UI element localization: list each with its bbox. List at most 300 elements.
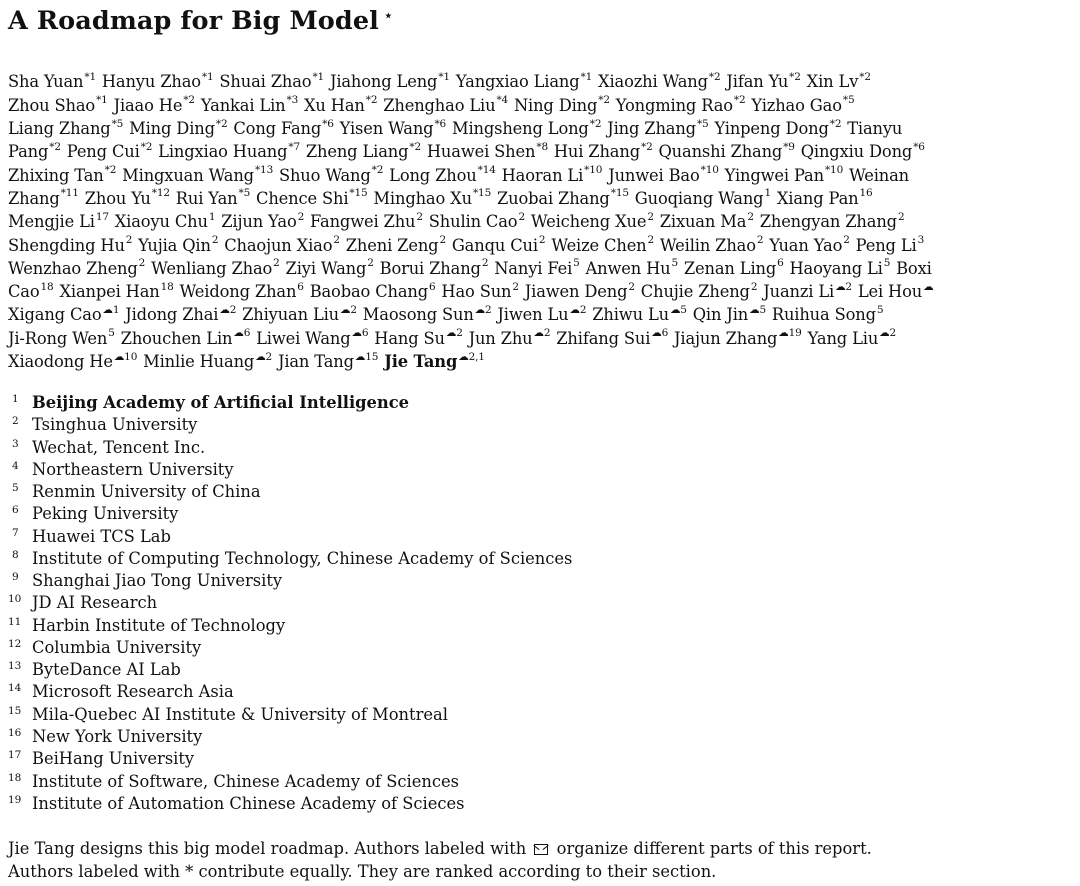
author-affiliation-mark: *1 <box>438 71 450 83</box>
author-name: Qingxiu Dong <box>800 142 913 162</box>
author-affiliation-mark: *12 <box>151 187 170 200</box>
author-affiliation-mark: *2 <box>640 140 653 153</box>
author-affiliation-mark: 2 <box>843 234 850 247</box>
author-name: Weilin Zhao <box>659 235 756 255</box>
author <box>684 259 784 278</box>
author <box>8 305 119 324</box>
author-affiliation-mark: 6 <box>777 257 784 270</box>
author <box>660 236 764 255</box>
author <box>8 259 145 278</box>
author <box>129 119 227 138</box>
author-affiliation-mark: 5 <box>876 303 884 316</box>
affiliation-item <box>8 455 572 477</box>
author-affiliation-mark: ☁5 <box>749 303 766 316</box>
affiliation-name: Mila-Quebec AI Institute & University of Montreal <box>32 704 448 724</box>
author-affiliation-mark: *2 <box>589 117 602 130</box>
affiliation-number: 8 <box>12 548 19 561</box>
author-name: Ziyi Wang <box>285 258 367 278</box>
author-name: Xiang Pan <box>776 188 859 208</box>
affiliation-item <box>8 588 572 613</box>
affiliation-name: Peking University <box>32 504 179 524</box>
author-name: Jun Zhu <box>468 328 533 348</box>
author-affiliation-mark: 2 <box>211 234 219 247</box>
author <box>8 72 96 91</box>
author-name: Boxi <box>896 258 932 278</box>
author <box>138 236 218 255</box>
author <box>760 212 905 231</box>
author-name: Zixuan Ma <box>659 212 747 232</box>
author-name: Jiajun Zhang <box>674 328 778 348</box>
author-name: Baobao Chang <box>309 282 429 302</box>
author <box>429 212 525 231</box>
author <box>556 329 668 348</box>
author <box>8 96 108 115</box>
author <box>122 166 273 185</box>
author-name: Cong Fang <box>233 119 322 139</box>
author-affiliation-mark: *4 <box>496 94 509 107</box>
title-footnote-mark: ⋆ <box>382 6 394 26</box>
author-affiliation-mark: ☁10 <box>113 350 138 363</box>
author <box>674 329 802 348</box>
author-affiliation-mark: ☁2 <box>835 280 852 293</box>
author-name: Weinan <box>848 165 910 185</box>
author-affiliation-mark: 18 <box>40 280 54 293</box>
author-list <box>8 67 1068 370</box>
affiliation-name: Institute of Computing Technology, Chinese Academy of Sciences <box>32 548 573 568</box>
author-affiliation-mark: 18 <box>160 280 174 293</box>
affiliation-name: Institute of Automation Chinese Academy of Scieces <box>32 793 465 813</box>
author-affiliation-mark: 17 <box>95 210 109 223</box>
author <box>8 142 61 161</box>
note-line-2: Authors labeled with * contribute equally. They are ranked according to their section. <box>8 861 717 881</box>
author-affiliation-mark: ☁6 <box>351 327 369 340</box>
author <box>586 259 679 278</box>
author-name: Jing Zhang <box>607 119 696 139</box>
author <box>763 282 852 301</box>
author-affiliation-mark: 2 <box>416 210 423 223</box>
author-name: Xigang Cao <box>8 305 102 325</box>
author <box>497 189 629 208</box>
author-name: Ning Ding <box>513 95 598 115</box>
author-name: Xiaozhi Wang <box>598 72 708 92</box>
author-name: Ji-Rong Wen <box>8 328 108 348</box>
affiliation-number: 15 <box>8 704 22 717</box>
author-name: Peng Li <box>855 235 917 255</box>
note-line-1-end: organize different parts of this report. <box>556 839 872 858</box>
affiliation-number: 7 <box>12 526 19 539</box>
author-name: Hui Zhang <box>553 142 640 162</box>
author-name: Shuo Wang <box>278 165 371 185</box>
author-affiliation-mark: ☁2 <box>255 350 273 363</box>
author-name: Chaojun Xiao <box>224 235 333 255</box>
author-affiliation-mark: ☁2 <box>569 303 587 316</box>
author <box>389 166 496 185</box>
author-name: Jian Tang <box>277 351 354 371</box>
author <box>256 329 368 348</box>
affiliation-item <box>8 677 572 702</box>
author-name: Long Zhou <box>389 165 477 185</box>
author <box>772 305 884 324</box>
author <box>531 212 654 231</box>
affiliation-name: Huawei TCS Lab <box>32 526 171 546</box>
author-name: Ganqu Cui <box>451 235 538 255</box>
author <box>801 142 925 161</box>
affiliation-name: BeiHang University <box>32 749 195 769</box>
author-name: Lingxiao Huang <box>158 142 288 162</box>
author-affiliation-mark: 6 <box>297 280 304 293</box>
affiliation-number: 16 <box>8 726 22 739</box>
author <box>452 236 546 255</box>
author-affiliation-mark: *1 <box>84 71 96 83</box>
author-name: Jidong Zhai <box>125 305 219 325</box>
affiliation-item <box>8 700 572 722</box>
author <box>304 96 377 115</box>
author-name: Guoqiang Wang <box>634 188 764 208</box>
author <box>340 119 446 138</box>
affiliation-item <box>8 388 572 410</box>
author <box>896 259 932 278</box>
author-name: Zheni Zeng <box>345 235 439 255</box>
author-name: Jiahong Leng <box>329 72 438 92</box>
author <box>221 212 304 231</box>
author-affiliation-mark: 2 <box>273 257 280 270</box>
author-affiliation-mark: *1 <box>312 71 325 83</box>
author-name: Nanyi Fei <box>494 258 573 278</box>
author-name: Yang Liu <box>807 328 879 348</box>
author-name: Weidong Zhan <box>179 282 297 302</box>
author-name: Shuai Zhao <box>219 72 312 92</box>
author-name: Quanshi Zhang <box>658 142 783 162</box>
author <box>608 166 719 185</box>
author-name: Yingwei Pan <box>724 165 824 185</box>
author <box>514 96 610 115</box>
author <box>427 142 548 161</box>
author-name: Cao <box>8 282 40 302</box>
note-line-1 <box>8 838 872 861</box>
author-affiliation-mark: ☁2 <box>879 327 897 340</box>
author <box>726 72 800 91</box>
author-line <box>8 207 1068 230</box>
author-affiliation-mark: 6 <box>429 280 436 293</box>
author-affiliation-mark: ☁19 <box>778 327 802 340</box>
author-name: Zheng Liang <box>305 142 409 162</box>
author-line <box>8 114 1068 137</box>
author-affiliation-mark: ☁6 <box>651 327 669 340</box>
author-affiliation-mark: 5 <box>671 257 679 270</box>
author-name: Rui Yan <box>175 188 238 208</box>
author-affiliation-mark: 2 <box>439 234 446 247</box>
author <box>693 305 766 324</box>
author <box>441 282 519 301</box>
author <box>807 72 871 91</box>
author-affiliation-mark: 2 <box>538 234 546 247</box>
author-affiliation-mark: *2 <box>104 164 117 177</box>
author-affiliation-mark: 3 <box>917 234 925 247</box>
author-affiliation-mark: ☁2 <box>219 303 237 316</box>
author-affiliation-mark: *15 <box>349 187 368 200</box>
author-name: Qin Jin <box>692 305 749 325</box>
author-affiliation-mark: *2 <box>140 140 153 153</box>
author-name: Yuan Yao <box>769 235 843 255</box>
author-affiliation-mark: 5 <box>883 257 891 270</box>
author <box>373 189 491 208</box>
affiliation-item <box>8 722 572 744</box>
author-name: Shulin Cao <box>428 212 518 232</box>
author-name: Jiawen Deng <box>524 282 628 302</box>
affiliation-number: 12 <box>8 637 22 650</box>
author-affiliation-mark: *15 <box>610 187 629 200</box>
author <box>219 72 324 91</box>
author-affiliation-mark: ☁1 <box>102 303 120 316</box>
author-affiliation-mark: 2 <box>747 210 754 223</box>
author-line <box>8 253 1068 276</box>
affiliation-number: 6 <box>12 504 19 517</box>
author-name: Minlie Huang <box>143 351 255 371</box>
author-affiliation-mark: *2 <box>371 164 384 177</box>
author-name: Mengjie Li <box>8 212 95 232</box>
author-name: Xiaoyu Chu <box>114 212 208 232</box>
author-line <box>8 300 1068 323</box>
author-name: Yujia Qin <box>138 235 211 255</box>
affiliation-name: Wechat, Tencent Inc. <box>32 437 206 457</box>
author-name: Jifan Yu <box>726 72 789 92</box>
author-affiliation-mark: ☁2 <box>474 303 492 316</box>
author <box>278 352 378 371</box>
author-name: Pang <box>8 142 49 162</box>
author <box>592 305 687 324</box>
author-affiliation-mark: *3 <box>286 94 299 107</box>
affiliation-item <box>8 433 572 455</box>
author-affiliation-mark: *6 <box>322 117 334 130</box>
author-affiliation-mark: 2 <box>647 210 654 223</box>
author <box>384 352 485 371</box>
author-name: Zhenghao Liu <box>383 95 496 115</box>
author-affiliation-mark: 2 <box>367 257 374 270</box>
author-affiliation-mark: 2 <box>297 210 305 223</box>
author-affiliation-mark: *11 <box>60 187 79 200</box>
author <box>452 119 601 138</box>
affiliation-item <box>8 544 572 566</box>
author-name: Zhang <box>8 188 60 208</box>
author-line <box>8 137 1068 160</box>
affiliation-item <box>8 410 572 435</box>
author-affiliation-mark: *15 <box>472 187 492 200</box>
affiliation-item <box>8 744 572 769</box>
author-line <box>8 67 1068 90</box>
author <box>658 142 794 161</box>
author <box>808 329 896 348</box>
author <box>751 96 854 115</box>
affiliation-number: 19 <box>8 793 22 806</box>
author <box>8 119 123 138</box>
author-affiliation-mark: *2 <box>708 71 721 83</box>
author-name: Sha Yuan <box>8 72 84 92</box>
author-name: Haoyang Li <box>789 258 883 278</box>
affiliation-name: Institute of Software, Chinese Academy of Sciences <box>32 771 459 791</box>
author <box>849 166 909 185</box>
author-name: Zhengyan Zhang <box>759 212 897 232</box>
author-affiliation-mark: 2 <box>897 210 905 223</box>
author-name: Zhixing Tan <box>8 165 104 185</box>
author-affiliation-mark: 2 <box>756 234 764 247</box>
author-name: Shengding Hu <box>8 235 125 255</box>
affiliation-number: 18 <box>8 771 22 784</box>
author <box>114 96 195 115</box>
contribution-note <box>8 838 872 883</box>
author-affiliation-mark: *2 <box>598 94 610 107</box>
author-name: Yizhao Gao <box>751 95 842 115</box>
author <box>59 282 173 301</box>
author-name: Xu Han <box>303 95 365 115</box>
author <box>286 259 374 278</box>
author <box>8 282 54 301</box>
author-affiliation-mark: *2 <box>365 94 378 107</box>
author <box>67 142 153 161</box>
author-affiliation-mark: *6 <box>913 140 925 153</box>
affiliation-name: JD AI Research <box>32 593 158 613</box>
author-name: Zhiwu Lu <box>592 305 669 325</box>
author-affiliation-mark: 1 <box>764 187 771 200</box>
affiliation-number: 3 <box>12 437 19 450</box>
author-name: Jiaao He <box>113 95 183 115</box>
author <box>380 259 489 278</box>
author-affiliation-mark: *10 <box>700 164 719 177</box>
author <box>456 72 592 91</box>
author <box>551 236 654 255</box>
author-name: Hanyu Zhao <box>101 72 201 92</box>
author-affiliation-mark: *1 <box>201 71 214 83</box>
author-name: Yankai Lin <box>200 95 286 115</box>
author <box>8 212 109 231</box>
affiliation-item <box>8 655 572 680</box>
author <box>383 96 508 115</box>
affiliation-number: 1 <box>12 393 19 405</box>
author-name: Junwei Bao <box>608 165 700 185</box>
author <box>256 189 368 208</box>
author <box>847 119 902 138</box>
author-name: Weicheng Xue <box>530 212 647 232</box>
author-name: Zhou Shao <box>8 95 96 115</box>
affiliation-number: 5 <box>12 482 19 495</box>
author-line <box>8 323 1068 346</box>
author-affiliation-mark: 16 <box>859 187 873 200</box>
author-name: Lei Hou <box>857 282 923 302</box>
author-affiliation-mark: *1 <box>580 71 593 83</box>
author-affiliation-mark: *2 <box>183 94 195 107</box>
author-affiliation-mark: *6 <box>434 117 447 130</box>
author-affiliation-mark: 2 <box>333 234 340 247</box>
author-name: Zijun Yao <box>221 212 297 232</box>
author-line <box>8 347 1068 370</box>
author <box>660 212 754 231</box>
author-name: Haoran Li <box>501 165 584 185</box>
author <box>525 282 635 301</box>
affiliation-item <box>8 566 572 591</box>
affiliation-name: Northeastern University <box>32 459 234 479</box>
author <box>201 96 298 115</box>
author <box>502 166 603 185</box>
author-affiliation-mark: *5 <box>111 117 124 130</box>
author-affiliation-mark: ☁2,1 <box>458 350 485 363</box>
affiliation-item <box>8 477 572 502</box>
author-name: Chence Shi <box>256 188 349 208</box>
author-name: Minghao Xu <box>373 188 472 208</box>
author-name: Wenzhao Zheng <box>8 258 138 278</box>
author-affiliation-mark: *2 <box>215 117 228 130</box>
author-name: Borui Zhang <box>379 258 481 278</box>
author-affiliation-mark: 2 <box>518 210 525 223</box>
author-name: Ruihua Song <box>771 305 876 325</box>
author <box>8 329 115 348</box>
author <box>310 282 436 301</box>
author <box>115 212 216 231</box>
author-name: Zuobai Zhang <box>496 188 610 208</box>
author-name: Yongming Rao <box>615 95 733 115</box>
author <box>242 305 357 324</box>
author-name: Fangwei Zhu <box>309 212 416 232</box>
author-name: Zhouchen Lin <box>120 328 233 348</box>
author <box>8 166 116 185</box>
author <box>85 189 170 208</box>
affiliation-name: Microsoft Research Asia <box>32 682 234 702</box>
author <box>279 166 383 185</box>
author <box>777 189 873 208</box>
author-affiliation-mark: *5 <box>238 187 251 200</box>
author-name: Zhifang Sui <box>556 328 651 348</box>
author <box>176 189 250 208</box>
author <box>158 142 300 161</box>
author-affiliation-mark: 2 <box>125 234 133 247</box>
author-name: Mingsheng Long <box>451 119 589 139</box>
author-name: Maosong Sun <box>362 305 474 325</box>
author <box>121 329 251 348</box>
author-affiliation-mark: 2 <box>647 234 655 247</box>
author <box>725 166 843 185</box>
author-affiliation-mark: ☁2 <box>445 327 463 340</box>
author <box>102 72 214 91</box>
note-line-1-start: Jie Tang designs this big model roadmap. Authors labeled with <box>8 839 527 858</box>
author-affiliation-mark: *9 <box>783 140 795 153</box>
author-name: Yangxiao Liang <box>455 72 580 92</box>
author-affiliation-mark: 1 <box>208 210 216 223</box>
author-affiliation-mark: *2 <box>829 117 842 130</box>
envelope-icon <box>534 844 548 855</box>
affiliation-name: Renmin University of China <box>32 482 261 502</box>
author <box>363 305 492 324</box>
affiliation-name: Beijing Academy of Artificial Intelligence <box>32 393 409 412</box>
author <box>143 352 272 371</box>
affiliation-name: ByteDance AI Lab <box>32 660 181 680</box>
author <box>714 119 841 138</box>
affiliation-item <box>8 789 572 811</box>
affiliation-number: 13 <box>8 660 22 673</box>
author-name: Hao Sun <box>441 282 512 302</box>
author-name: Mingxuan Wang <box>122 165 254 185</box>
author-affiliation-mark: *10 <box>584 164 603 177</box>
affiliation-name: New York University <box>32 726 203 746</box>
author-line <box>8 90 1068 113</box>
author-affiliation-mark: ☁5 <box>669 303 687 316</box>
affiliation-item <box>8 499 572 524</box>
author <box>607 119 708 138</box>
author-name: Weize Chen <box>551 235 647 255</box>
author-affiliation-mark: 5 <box>108 327 115 340</box>
author-line <box>8 183 1068 206</box>
author <box>494 259 579 278</box>
affiliation-list <box>8 388 572 811</box>
author-name: Peng Cui <box>66 142 140 162</box>
affiliation-number: 17 <box>8 749 22 762</box>
